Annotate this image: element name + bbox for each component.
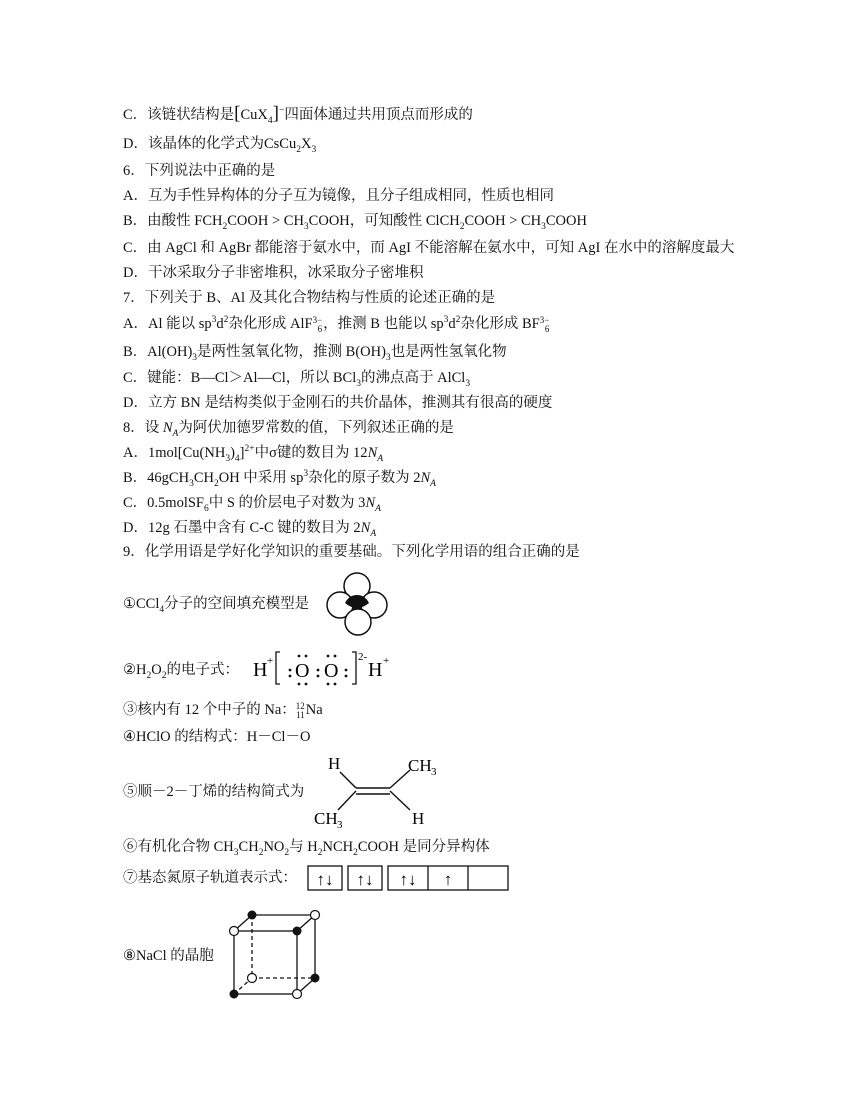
orbital-1s: ↑↓ — [316, 870, 334, 889]
svg-text:H: H — [253, 659, 268, 681]
item-4: ④HClO 的结构式：H－Cl－O — [123, 729, 311, 745]
q7-option-a: A．Al 能以 $sp^3d^2$杂化形成 AlF3− 6，推测 B 也能以 $sp^3d^2$杂化形成 BF3− 6 — [123, 314, 550, 334]
q6-option-b: B．由酸性 $FCH_2COOH$ > $CH_3COOH$，可知酸性 ClCH$_2$COOH > $CH_3COOH$ — [123, 213, 587, 232]
q5-option-d: D．该晶体的化学式为$CsCu_2X_3$ — [123, 136, 317, 155]
butene-structure — [312, 752, 447, 830]
q7-option-b: B．$Al(OH)_3$是两性氢氧化物，推测 $B(OH)_3$也是两性氢氧化物 — [123, 344, 507, 363]
q7-option-c: C．键能：B—Cl＞Al—Cl，所以 BCl$_3$的沸点高于 AlCl$_3$ — [123, 370, 471, 389]
q8-option-d: D．12g 石墨中含有 C-C 键的数目为 $2N_A$ — [123, 520, 377, 539]
item-6: ⑥有机化合物 $CH_3CH_2NO_2$与 $H_2NCH_2COOH$ 是同分异构体 — [123, 839, 490, 858]
q8-option-b: B．$46gCH_3CH_2OH$ 中采用 $sp^3$杂化的原子数为 $2N_A$ — [123, 469, 436, 489]
item-3: ③核内有 12 个中子的 Na：12 11Na — [123, 700, 323, 720]
orbital-2s: ↑↓ — [356, 870, 374, 889]
orbital-2p-1: ↑↓ — [399, 870, 417, 889]
q6-option-c: C．由 AgCl 和 AgBr 都能溶于氨水中，而 AgI 不能溶解在氨水中，可知 AgI 在水中的溶解度最大 — [123, 240, 735, 256]
svg-text:O: O — [324, 660, 339, 682]
svg-text:H: H — [412, 809, 425, 828]
q6-option-a: A．互为手性异构体的分子互为镜像，且分子组成相同，性质也相同 — [123, 188, 554, 204]
svg-text:H: H — [328, 754, 341, 773]
q6-stem: 6．下列说法中正确的是 — [123, 163, 276, 179]
orbital-2p-2: ↑ — [443, 870, 453, 889]
svg-text:2-: 2- — [358, 651, 368, 663]
nacl-unit-cell — [226, 906, 326, 1002]
h2o2-electron-formula — [250, 648, 395, 688]
q6-option-d: D．干冰采取分子非密堆积，冰采取分子密堆积 — [123, 265, 424, 281]
item-2: $②H_2O_2$的电子式： — [123, 662, 239, 681]
q7-option-d: D．立方 BN 是结构类似于金刚石的共价晶体，推测其有很高的硬度 — [123, 395, 553, 411]
item-5: ⑤顺－2－丁烯的结构简式为 — [123, 784, 305, 800]
nitrogen-orbital-diagram — [306, 864, 510, 892]
svg-text:CH: CH — [408, 756, 432, 775]
svg-text:O: O — [295, 660, 310, 682]
svg-text:+: + — [383, 655, 390, 667]
q7-stem: 7．下列关于 B、Al 及其化合物结构与性质的论述正确的是 — [123, 290, 496, 306]
q8-option-c: C．0.5molSF$_6$中 S 的价层电子对数为 $3N_A$ — [123, 495, 381, 514]
item-1: ①CCl$_4$分子的空间填充模型是 — [123, 596, 310, 615]
item-8: ⑧NaCl 的晶胞 — [123, 948, 214, 964]
svg-text:+: + — [267, 655, 274, 667]
q8-option-a: A．$1mol[Cu(NH_3)_4]^{2+}$中σ键的数目为 $12N_A$ — [123, 444, 384, 464]
q5-option-c: C．该链状结构是[CuX$_4$]−四面体通过共用顶点而形成的 — [123, 103, 473, 126]
svg-text:3: 3 — [337, 819, 343, 830]
q9-stem: 9．化学用语是学好化学知识的重要基础。下列化学用语的组合正确的是 — [123, 544, 580, 560]
q8-stem: 8．设 $N_A$为阿伏加德罗常数的值，下列叙述正确的是 — [123, 420, 454, 439]
svg-text:CH: CH — [314, 809, 338, 828]
svg-text:3: 3 — [431, 766, 437, 778]
item-7: ⑦基态氮原子轨道表示式： — [123, 870, 297, 886]
svg-text:H: H — [368, 659, 383, 681]
ccl4-space-filling-model — [325, 571, 389, 637]
